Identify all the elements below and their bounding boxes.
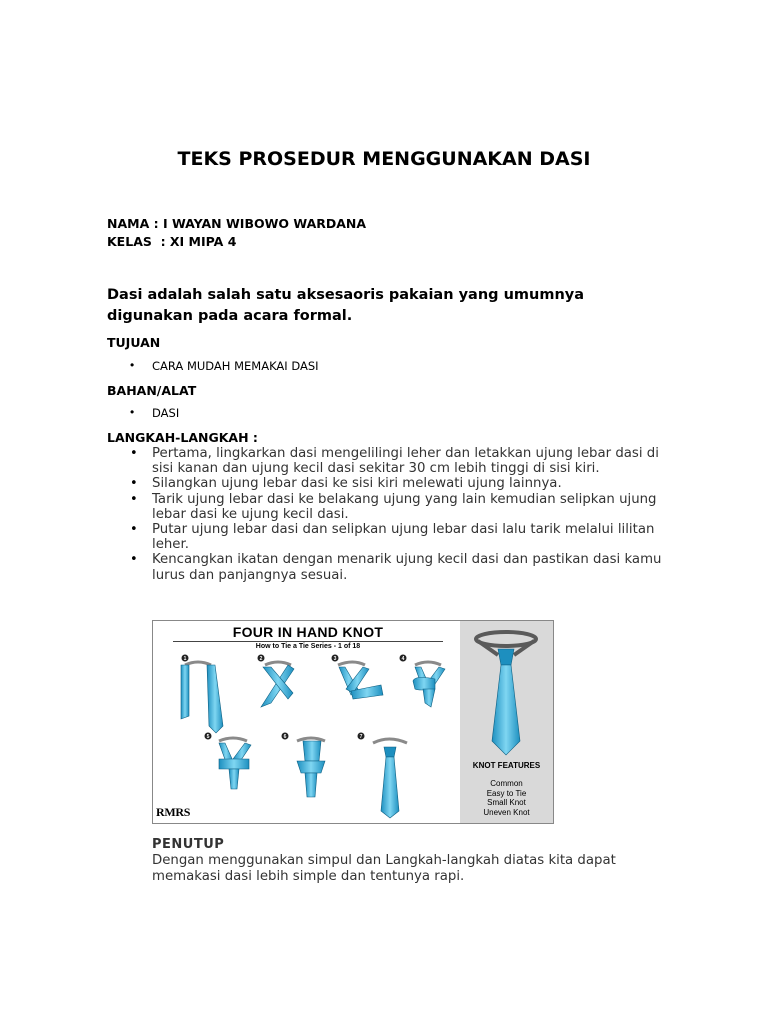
step-number-7-label: 7: [359, 733, 363, 740]
closing-heading: PENUTUP: [152, 837, 225, 852]
knot-step-6: [297, 738, 325, 797]
knot-feature: Common: [490, 779, 523, 788]
knot-features-title: KNOT FEATURES: [472, 761, 541, 770]
brand-logo: RMRS: [156, 805, 191, 819]
bullet-icon: •: [130, 476, 138, 492]
knot-steps-panel: [153, 621, 459, 823]
list-item: [130, 476, 670, 491]
page-title: TEKS PROSEDUR MENGGUNAKAN DASI: [177, 148, 591, 170]
bullet-icon: •: [130, 522, 138, 538]
tie-knot: [498, 649, 514, 665]
tie-blade: [492, 665, 520, 755]
tie-knot-illustration: [152, 620, 554, 824]
step-number-5-label: 5: [206, 733, 210, 740]
steps-heading: LANGKAH-LANGKAH :: [107, 430, 258, 445]
knot-feature: Small Knot: [487, 798, 526, 807]
figure-subtitle: How to Tie a Tie Series - 1 of 18: [255, 643, 361, 650]
knot-step-1: [181, 662, 223, 733]
bullet-icon: •: [130, 405, 135, 419]
step-number-3-label: 3: [333, 655, 337, 662]
knot-steps-drawing: [153, 621, 459, 823]
intro-paragraph: Dasi adalah salah satu aksesaoris pakaian yang umumnya digunakan pada acara formal.: [107, 287, 584, 324]
knot-features-panel: [460, 621, 553, 823]
knot-features-list: [460, 779, 553, 817]
step-text: Pertama, lingkarkan dasi mengelilingi leher dan letakkan ujung lebar dasi di sisi kanan dan ujung kecil dasi sekitar 30 cm lebih tinggi di sisi kiri.: [152, 446, 659, 477]
step-text: Kencangkan ikatan dengan menarik ujung kecil dasi dan pastikan dasi kamu lurus dan panjangnya sesuai.: [152, 552, 662, 583]
knot-step-4: [413, 662, 445, 707]
list-item: [130, 446, 670, 476]
materials-heading: BAHAN/ALAT: [107, 383, 197, 398]
list-item: [130, 522, 670, 552]
step-number-4-label: 4: [401, 655, 405, 662]
student-class: KELAS : XI MIPA 4: [107, 234, 237, 249]
bullet-icon: •: [130, 491, 138, 507]
step-text: Tarik ujung lebar dasi ke belakang ujung yang lain kemudian selipkan ujung lebar dasi ke ujung kecil dasi.: [152, 491, 657, 522]
step-text: Putar ujung lebar dasi dan selipkan ujung lebar dasi lalu tarik melalui lilitan leher.: [152, 522, 655, 553]
list-item: [130, 492, 670, 522]
purpose-item-label: CARA MUDAH MEMAKAI DASI: [152, 359, 319, 373]
bullet-icon: •: [130, 446, 138, 461]
knot-step-3: [338, 662, 383, 699]
figure-title: FOUR IN HAND KNOT: [232, 624, 384, 640]
closing-text: Dengan menggunakan simpul dan Langkah-langkah diatas kita dapat memakasi dasi lebih simple dan tentunya rapi.: [152, 853, 616, 884]
knot-step-5: [219, 738, 251, 789]
knot-feature: Easy to Tie: [486, 788, 527, 798]
list-item: [130, 552, 670, 582]
knot-step-7: [373, 739, 407, 818]
knot-step-2: [261, 662, 294, 707]
step-number-2-label: 2: [259, 655, 263, 662]
step-number-6-label: 6: [283, 733, 287, 740]
finished-tie-drawing: [460, 621, 553, 761]
step-number-1-label: 1: [183, 655, 187, 662]
bullet-icon: •: [130, 552, 138, 568]
steps-list: [130, 446, 670, 583]
bullet-icon: •: [130, 358, 135, 372]
purpose-heading: TUJUAN: [107, 335, 161, 350]
step-text: Silangkan ujung lebar dasi ke sisi kiri melewati ujung lainnya.: [152, 476, 562, 492]
materials-item-label: DASI: [152, 406, 180, 420]
student-name: NAMA : I WAYAN WIBOWO WARDANA: [107, 216, 367, 231]
knot-feature: Uneven Knot: [483, 807, 530, 817]
